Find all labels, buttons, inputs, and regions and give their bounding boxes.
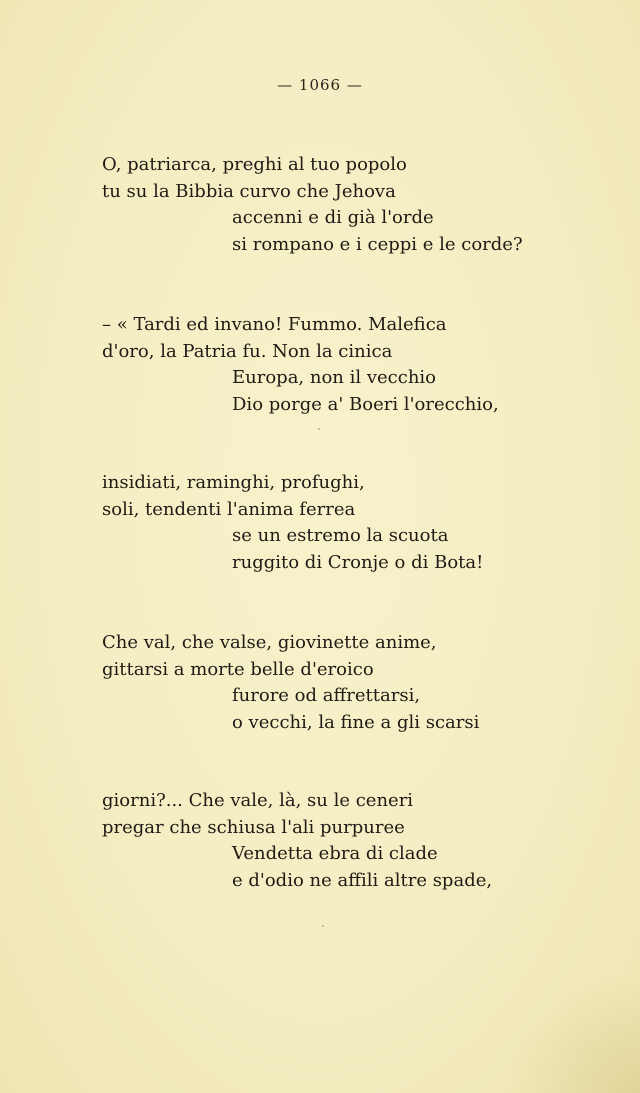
verse-line: se un estremo la scuota: [232, 525, 449, 546]
verse-line: O, patriarca, preghi al tuo popolo: [102, 154, 407, 175]
verse-line: accenni e di già l'orde: [232, 207, 434, 228]
verse-line: Vendetta ebra di clade: [232, 843, 438, 864]
verse-line: ruggito di Cronje o di Bota!: [232, 551, 484, 573]
verse-line: e d'odio ne affili altre spade,: [232, 869, 493, 891]
verse-line: Europa, non il vecchio: [232, 367, 437, 388]
stanza-3: [102, 470, 582, 576]
paper-speck: [322, 925, 324, 927]
stanza-4: [102, 630, 582, 736]
verse-line: – « Tardi ed invano! Fummo. Malefica: [102, 314, 447, 335]
verse-line: d'oro, la Patria fu. Non la cinica: [102, 340, 393, 362]
paper-speck: [318, 428, 320, 430]
verse-line: tu su la Bibbia curvo che Jehova: [102, 180, 396, 202]
verse-line: Dio porge a' Boeri l'orecchio,: [232, 393, 499, 415]
verse-line: insidiati, raminghi, profughi,: [102, 472, 365, 493]
stanza-2: [102, 312, 582, 418]
stanza-1: [102, 152, 582, 258]
paper-stain: [500, 973, 640, 1093]
verse-line: si rompano e i ceppi e le corde?: [232, 233, 523, 255]
page-number: — 1066 —: [277, 76, 363, 94]
verse-line: soli, tendenti l'anima ferrea: [102, 498, 356, 520]
verse-line: gittarsi a morte belle d'eroico: [102, 658, 374, 680]
verse-line: pregar che schiusa l'ali purpuree: [102, 816, 405, 838]
verse-line: o vecchi, la fine a gli scarsi: [232, 711, 480, 733]
verse-line: Che val, che valse, giovinette anime,: [102, 632, 437, 653]
verse-line: giorni?... Che vale, là, su le ceneri: [102, 790, 414, 811]
verse-line: furore od affrettarsi,: [232, 685, 421, 706]
stanza-5: [102, 788, 582, 894]
